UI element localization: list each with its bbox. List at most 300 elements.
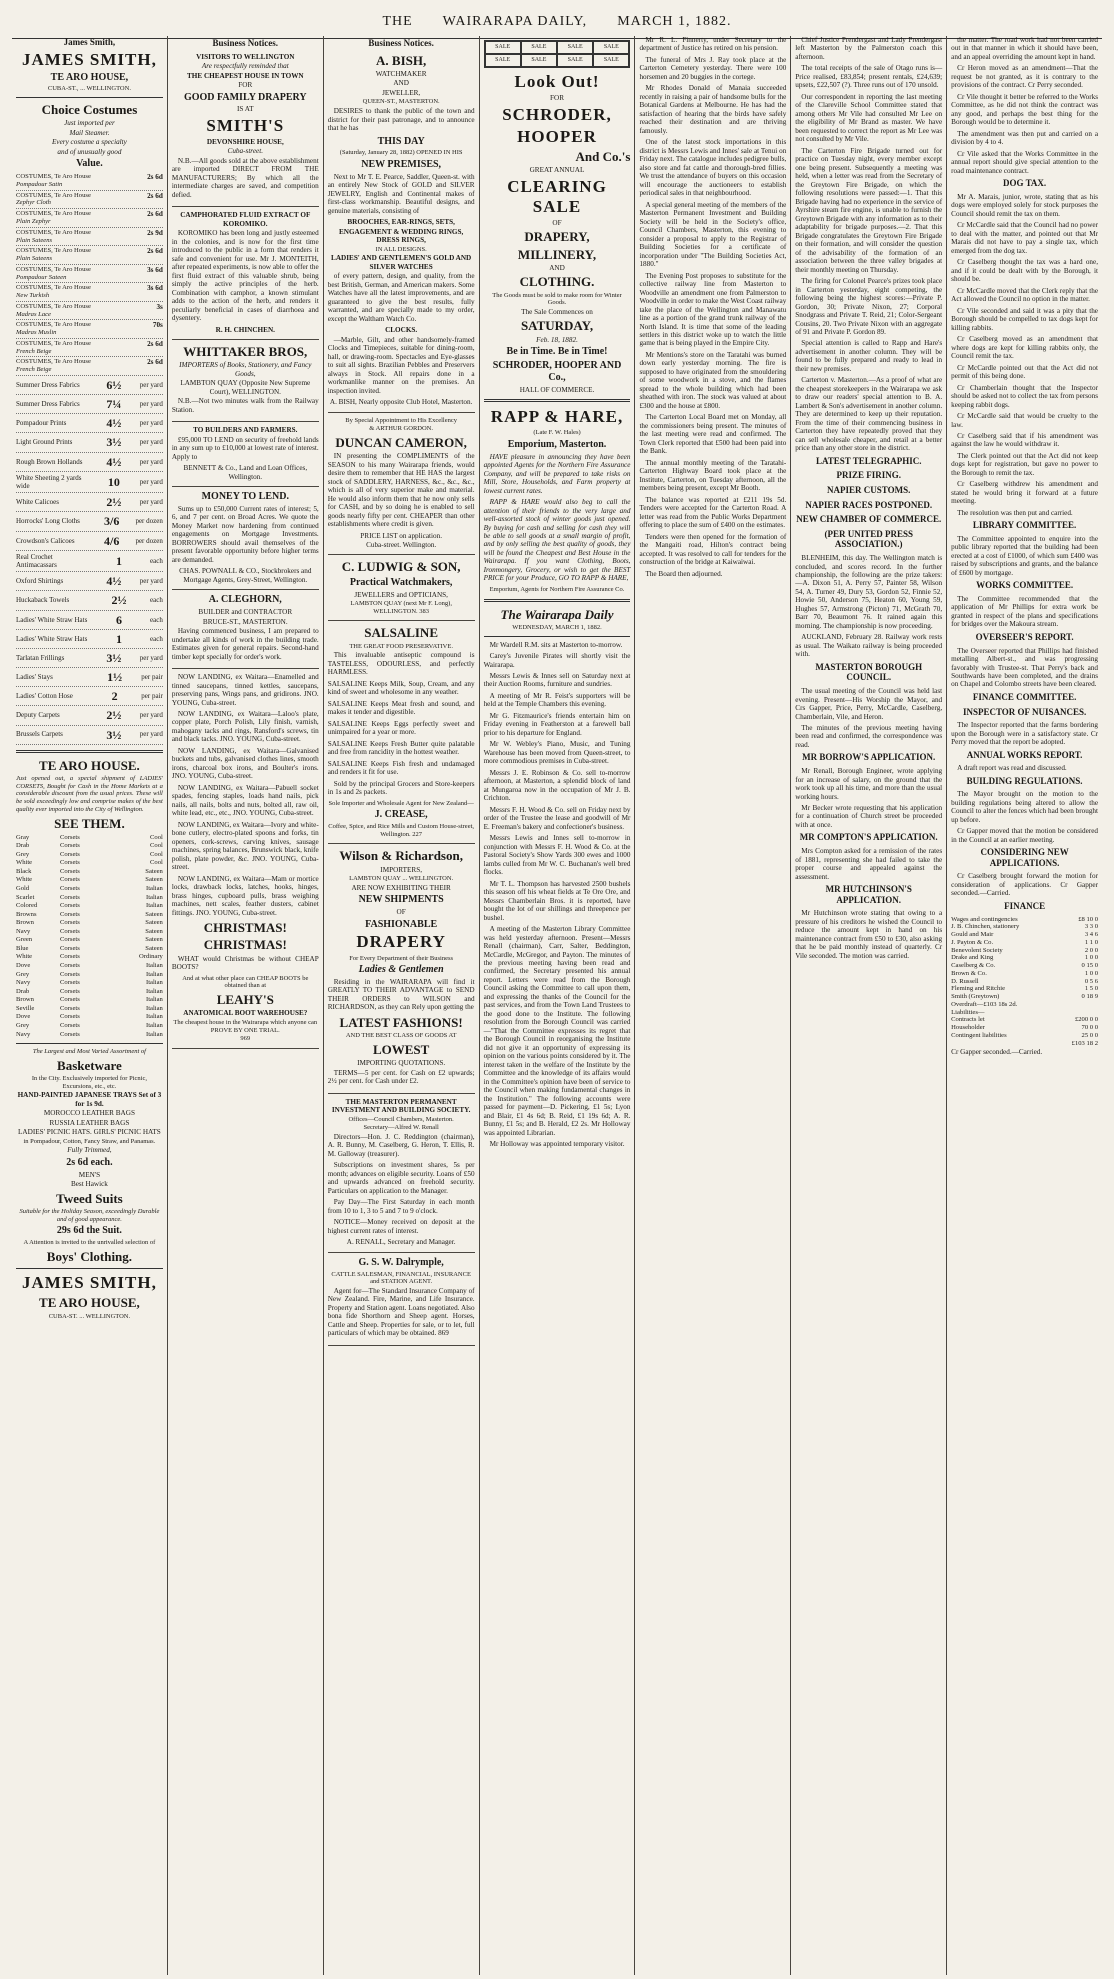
section-heading: LIBRARY COMMITTEE. [972, 520, 1077, 531]
ladies-watches: LADIES' AND GENTLEMEN'S GOLD AND SILVER WATCHES [331, 254, 472, 271]
price-item [16, 414, 163, 433]
te-aro-house: TE ARO HOUSE, [50, 71, 129, 83]
sale-box [484, 40, 631, 68]
price-item [16, 395, 163, 414]
corset-kind: Italian [146, 996, 163, 1004]
price-name: Brussels Carpets [16, 730, 63, 739]
corset-color: Colored [16, 902, 38, 910]
corset-color: White [16, 876, 33, 884]
premises-body: Next to Mr T. E. Pearce, Saddler, Queen-st. with an entirely New Stock of GOLD and SILVER JEWELRY, English and Continental makes of first-class workmanship. Beautiful designs, and genuine materials, consisting of [327, 172, 475, 215]
corset-row [16, 834, 163, 843]
costume-label: COSTUMES, Te Aro House [16, 228, 91, 236]
dalrymple: G. S. W. Dalrymple, [358, 1256, 444, 1268]
corset-type: Corsets [60, 1013, 80, 1021]
finance-row [951, 978, 1098, 986]
costume-name [16, 266, 91, 282]
price-unit: per yard [139, 477, 163, 486]
news-paragraph: Mr W. Webley's Piano, Music, and Tuning Warehouse has been moved from Queen-street, to more commodious premises in Cuba-street. [483, 740, 631, 766]
rapp-hare: RAPP & HARE, [490, 407, 624, 427]
section-heading: CONSIDERING NEW APPLICATIONS. [980, 847, 1069, 868]
rapp-body: HAVE pleasure in announcing they have been appointed Agents for the Northern Fire Assurance Company, and will be prepared to take risks on Mill, Store, Households, and Farm property at lowest current rates. [483, 452, 631, 495]
finance-value: 1 5 0 [1084, 985, 1099, 993]
special: By Special Appointment to His Excellency [345, 416, 458, 424]
costume-item [16, 191, 163, 210]
rings: ENGAGEMENT & WEDDING RINGS, DRESS RINGS, [338, 227, 464, 245]
rapp-sub: (Late F. W. Hales) [533, 429, 581, 437]
lend: £95,000 TO LEND on security of freehold lands in any sum up to £10,000 at lowest rate of interest. Apply to [171, 435, 319, 461]
tweed-desc: Suitable for the Holiday Season, exceedingly Durable and of good appearance. [19, 1208, 160, 1223]
price-item [16, 687, 163, 706]
cleghorn-ad [172, 594, 319, 669]
corset-color: Navy [16, 927, 31, 935]
be-in-time: Be in Time. Be in Time! [506, 346, 608, 358]
news-paragraph: A special general meeting of the members of the Masterton Permanent Investment and Building Society will be held in the Society's office, Council Chambers, Masterton, this evening to consider a proposal to apply to the Registrar of Building Societies for a certificate of incorporation under "The Building Societies Act, 1880." [639, 200, 787, 269]
corset-row [16, 902, 163, 911]
special2: & ARTHUR GORDON. [369, 425, 433, 433]
costume-label: COSTUMES, Te Aro House [16, 339, 91, 347]
corset-row [16, 953, 163, 962]
sale-label: SALE [557, 54, 593, 67]
costume-name [16, 229, 91, 245]
news-paragraph: Mr G. Fitzmaurice's friends entertain him on Friday evening in Featherston at a farewell ball prior to his departure for England. [483, 711, 631, 737]
corset-kind: Italian [146, 902, 163, 910]
costume-style: Plain Sateens [16, 255, 53, 263]
costume-name [16, 340, 91, 356]
watchmaker: WATCHMAKER [375, 69, 427, 78]
news-paragraph: Cr Caselberg withdrew his amendment and stated he would bring it forward at a future meeting. [951, 480, 1099, 506]
salsaline-use: SALSALINE Keeps Eggs perfectly sweet and unimpaired for a year or more. [327, 719, 475, 737]
watches-body: of every pattern, design, and quality, from the best British, German, and American makers. Some Watches have all the latest improvements, and are guaranteed to give the best results, fully warranted, and are specially made to my order, except the Waltham Watch Co. [327, 272, 475, 323]
costume-style: Plain Zephyr [16, 218, 51, 225]
finance-label: J. Payton & Co. [951, 938, 994, 946]
section-heading: MR COMPTON'S APPLICATION. [799, 832, 938, 843]
finance-label: Benevolent Society [951, 946, 1003, 954]
section-heading: DOG TAX. [1003, 178, 1047, 189]
costume-name [16, 303, 91, 319]
news-paragraph: The annual monthly meeting of the Taratahi-Carterton Highway Board took place at the Institute, Carterton, on Tuesday afternoon, all the members being present, except Mr Booth. [639, 458, 787, 493]
finance-value: 1 0 0 [1084, 954, 1099, 962]
residing: Residing in the WAIRARAPA will find it GREATLY TO THEIR ADVANTAGE to SEND THEIR ORDERS to WILSON and RICHARDSON, as they can Rely upon getting the [327, 977, 475, 1012]
salsaline: SALSALINE [364, 625, 438, 641]
costume-name [16, 358, 91, 374]
sale-label: SALE [521, 41, 557, 54]
price-value: 6 [116, 612, 123, 627]
for-label: FOR [550, 94, 564, 103]
price-unit: per dozen [135, 517, 163, 526]
price-value: 4½ [106, 574, 122, 589]
costume-item [16, 265, 163, 284]
news-paragraph: the matter. The road work had not been carried out in that manner in which it should have been, and an appeal overriding the amount kept in hand. [951, 36, 1099, 61]
costume-price: 2s 6d [147, 247, 163, 256]
corset-kind: Italian [146, 1013, 163, 1021]
corset-row [16, 1022, 163, 1031]
price-name: Summer Dress Fabrics [16, 400, 80, 409]
column-7 [946, 36, 1102, 1975]
corset-type: Corsets [60, 953, 80, 961]
news-paragraph: Mr Rhodes Donald of Manaia succeeded recently in raising a pair of handsome bulls for the Botanical Gardens at Melbourne. He has had the satisfaction of hearing that the birds have safely reached their destination and are thriving famously. [639, 84, 787, 135]
ludwig-ad [328, 559, 475, 621]
lowest: LOWEST [372, 1041, 430, 1057]
corset-color: Green [16, 936, 33, 944]
anatomical: ANATOMICAL BOOT WAREHOUSE? [183, 1009, 308, 1018]
news-paragraph: Mr R. L. Finnerty, under Secretary to the department of Justice has retired on his pension. [639, 36, 787, 53]
costume-label: COSTUMES, Te Aro House [16, 191, 91, 199]
corset-color: Navy [16, 1030, 31, 1038]
costume-price: 3s 6d [147, 265, 163, 274]
news-paragraph: Carey's Juvenile Pirates will shortly visit the Wairarapa. [483, 652, 631, 669]
whittaker-ad [172, 344, 319, 422]
christmas-2: CHRISTMAS! [203, 937, 287, 953]
section-heading: NAPIER RACES POSTPONED. [805, 499, 933, 510]
renall: A. RENALL, Secretary and Manager. [346, 1238, 456, 1247]
price-unit: per yard [139, 380, 163, 389]
corset-type: Corsets [60, 884, 80, 892]
and-co: And Co.'s [575, 148, 631, 164]
bish-sig: A. BISH, Nearly opposite Club Hotel, Masterton. [329, 398, 473, 407]
finance-row [951, 1009, 1098, 1017]
cleghorn-sub: BUILDER and CONTRACTOR [198, 608, 293, 617]
price-item [16, 649, 163, 668]
news-paragraph: Mr Wardell R.M. sits at Masterton to-morrow. [489, 640, 623, 649]
finance-row [951, 1001, 1098, 1009]
nb: N.B.—All goods sold at the above establishment are imported DIRECT FROM THE MANUFACTURERS; By which all the intermediate charges are saved, and competition defied. [171, 156, 319, 199]
look-out: Look Out! [514, 72, 600, 92]
news-paragraph: Mr Becker wrote requesting that his application for a continuation of Church street be proceeded with at once. [795, 804, 943, 829]
news-paragraph: Cr Chamberlain thought that the Inspector should be asked not to collect the tax from persons keeping rabbit dogs. [951, 383, 1099, 409]
news-paragraph: The Committee appointed to enquire into the public library reported that the building had been erected at a cost of £1000, of which sum £400 was raised by subscriptions and grants, and the balance of £600 by mortgage. [951, 534, 1099, 577]
news-paragraph: The Clerk pointed out that the Act did not keep dogs kept for registration, but gave no power to the Borough to remit the tax. [951, 451, 1099, 477]
builders-ad [172, 426, 319, 487]
corset-color: Seville [16, 1004, 35, 1012]
rapp-sig: Emporium, Agents for Northern Fire Assurance Co. [489, 585, 625, 593]
section-heading: (PER UNITED PRESS ASSOCIATION.) [824, 528, 913, 550]
great-annual: GREAT ANNUAL [529, 166, 585, 175]
cameron-ad [328, 417, 475, 556]
costume-style: Madras Muslin [16, 329, 57, 337]
costume-item [16, 302, 163, 321]
this-day: THIS DAY [377, 135, 425, 147]
price-unit: per yard [139, 653, 163, 662]
corset-color: Grey [16, 1021, 30, 1029]
dalrymple-ad [328, 1257, 475, 1346]
and: AND [393, 79, 409, 88]
corset-kind: Italian [146, 979, 163, 987]
section-heading: PRIZE FIRING. [836, 470, 901, 481]
corset-type: Corsets [60, 867, 80, 875]
corset-color: Drab [16, 842, 30, 850]
price-item [16, 472, 163, 494]
corset-type: Corsets [60, 927, 80, 935]
corset-kind: Sateen [145, 944, 163, 952]
news-list [484, 641, 631, 1149]
costume-style: Pompadour Satin [16, 180, 63, 188]
drapery-wilson: DRAPERY [356, 932, 446, 952]
price-unit: each [150, 615, 163, 624]
latest-fashions: LATEST FASHIONS! [339, 1014, 463, 1030]
finance-value: 70 0 0 [1081, 1024, 1099, 1032]
section-heading: MR HUTCHINSON'S APPLICATION. [825, 884, 912, 905]
dalrymple-body: Agent for—The Standard Insurance Company of New Zealand. Fire, Marine, and Life Insurance. Property and Station agent. Loans negotiated. Also bona fide Shorthorn and Sheep agent. Horses, Cattle and Sheep. Properties for sale, or to let, full particulars of which may be obtained. 869 [327, 1286, 475, 1338]
goods-note: The Goods must be sold to make room for Winter Goods. [492, 291, 622, 307]
nb2: N.B.—Not two minutes walk from the Railway Station. [171, 397, 319, 414]
news-paragraph: The balance was reported at £211 19s 5d. Tenders were accepted for the Carterton Road. A letter was read from the Public Works Department offering to place the sum of £400 on the estimates. [639, 495, 787, 530]
sub3: Every costume a specialty [52, 138, 127, 147]
news-paragraph: The Evening Post proposes to substitute for the collective railway line from Masterton to Woodville an amendment one from Palmerston to Woodville in order to make the West Coast railway take the place of the Wellington and Manawatu line as a portion of the grand trunk railway of the North Island. It is time that some of the leading settlers in this district woke up to watch the little game that is being played in the Empire City. [639, 271, 787, 348]
ludwig-sub: Practical Watchmakers, [349, 576, 453, 588]
corset-row [16, 919, 163, 928]
corset-row [16, 868, 163, 877]
leahy-body: The cheapest house in the Wairarapa which anyone can PROVE BY ONE TRIAL. [173, 1018, 318, 1034]
price-unit: each [150, 596, 163, 605]
now-landing-notice: NOW LANDING, ex Waitara—Laloo's plate, copper plate, Porch Polish, Lily finish, varnish, mahogany tacks and rings, Ransford's screws, tin and black tacks. JNO. YOUNG, Cuba-street. [171, 709, 319, 744]
see-them: SEE THEM. [54, 816, 125, 832]
price-item [16, 376, 163, 395]
sale-label: SALE [521, 54, 557, 67]
price-name: Ladies' White Straw Hats [16, 615, 88, 624]
corset-type: Corsets [60, 850, 80, 858]
hooper: HOOPER [517, 126, 597, 146]
costume-style: Pompadour Sateen [16, 273, 67, 281]
finance-value: 1 1 0 [1084, 938, 1099, 946]
corset-kind: Italian [146, 1021, 163, 1029]
te-aro-house-footer: TE ARO HOUSE, [39, 1295, 140, 1311]
costume-price: 2s 6d [147, 358, 163, 367]
finance-row [951, 985, 1098, 993]
builders: TO BUILDERS AND FARMERS. [193, 426, 298, 435]
section-heading: NEW CHAMBER OF COMMERCE. [796, 514, 942, 525]
corset-list [16, 834, 163, 1040]
millinery: MILLINERY, [517, 246, 597, 262]
news-paragraph: Cr McCardle said that would be cruelty to the law. [951, 412, 1099, 429]
wilson-addr: LAMBTON QUAY ... WELLINGTON. [349, 875, 454, 883]
commence: The Sale Commences on [521, 307, 593, 316]
ludwig: C. LUDWIG & SON, [341, 559, 461, 575]
section-heading: MR BORROW'S APPLICATION. [802, 752, 936, 763]
rapp-body-2: RAPP & HARE would also beg to call the attention of their friends to the very large and well-assorted stock of winter goods just opened. By buying for cash and selling for cash they will be able to sell goods at a small margin of profit, and by only selling the best quality of goods, they will be found the Cheapest and Best House in the Wairarapa. If you want Clothing, Boots, Ironmongery, Grocery, or wish to get the BEST PRICE for your Produce, GO TO RAPP & HARE, [483, 498, 631, 583]
finance-value: 0 5 6 [1084, 977, 1099, 985]
money: MONEY TO LEND. [201, 491, 289, 503]
brooches: BROOCHES, EAR-RINGS, SETS, [347, 218, 455, 227]
costume-item [16, 320, 163, 339]
price-unit: per yard [139, 730, 163, 739]
price-unit: per pair [141, 692, 163, 701]
column-2 [167, 36, 323, 1975]
section-heading: MASTERTON BOROUGH COUNCIL. [815, 661, 923, 683]
corset-kind: Ordinary [139, 953, 163, 961]
price-unit: each [150, 634, 163, 643]
sale-label: SALE [557, 41, 593, 54]
costume-label: COSTUMES, Te Aro House [16, 210, 91, 218]
russia: RUSSIA LEATHER BAGS [49, 1118, 130, 1127]
finance-value: 3 3 0 [1084, 923, 1099, 931]
attention: A Attention is invited to the unrivalled selection of [23, 1239, 156, 1247]
news-paragraph: Cr Vile thought it better be referred to the Works Committee, as he did not think the contract was any good, and perhaps the best thing for the Borough would be to determine it. [951, 92, 1099, 127]
news-paragraph: BLENHEIM, this day. The Wellington match is concluded, and scores record. In the further championship, the following are the prize takers:—A. Dixon 51, A. Perry 57, Painter 58, Wilson 54, A. Turner 49, Dury 53, Gordon 52, Finnie 52, Howie 50, Anderson 75, Heaton 60, Young 59, Hughes 57, Armstrong (Picton) 71, McGrath 70, Barr 70, Beaumont 76. It rained again this morning. The championship is now proceeding. [795, 554, 943, 630]
hand-painted: HAND-PAINTED JAPANESE TRAYS Set of 3 for 1s 9d. [17, 1091, 162, 1108]
opened: (Saturday, January 28, 1882) OPENED IN HIS [339, 149, 463, 157]
corset-type: Corsets [60, 987, 80, 995]
terms: TERMS—5 per cent. for Cash on £2 upwards; 2½ per cent. for Cash under £2. [327, 1068, 475, 1086]
costume-price: 2s 6d [147, 173, 163, 182]
wilson-sub: IMPORTERS, [380, 865, 422, 874]
ludwig-sub2: JEWELLERS and OPTICIANS, [354, 590, 448, 599]
costume-item [16, 228, 163, 247]
finance-heading: FINANCE [1004, 900, 1046, 911]
corset-color: Navy [16, 979, 31, 987]
corset-kind: Cool [150, 859, 163, 867]
price-value: 4½ [106, 454, 122, 469]
price-item [16, 668, 163, 687]
price-list [16, 376, 163, 745]
price-value: 3½ [106, 650, 122, 665]
masthead-date: MARCH 1, 1882. [617, 14, 732, 29]
price-value: 10 [107, 474, 120, 489]
price-value: 3/6 [104, 514, 120, 529]
price-item [16, 591, 163, 610]
cleghorn: A. CLEGHORN, [208, 594, 282, 606]
camphorated: CAMPHORATED FLUID EXTRACT OF KOROMIKO. [180, 211, 311, 228]
whittaker: WHITTAKER BROS, [183, 344, 308, 360]
corset-row [16, 1031, 163, 1040]
news-paragraph: Mrs Compton asked for a remission of the rates of 1881, representing she had failed to take the proper course and appealed against the assessment. [795, 847, 943, 881]
finance-value: £8 10 0 [1078, 915, 1099, 923]
chas: CHAS. POWNALL & CO., Stockbrokers and Mortgage Agents, Grey-Street, Wellington. [179, 567, 312, 584]
duncan-list: PRICE LIST on application. [360, 531, 443, 540]
corset-row [16, 859, 163, 868]
corset-row [16, 936, 163, 945]
sale-label: SALE [593, 54, 629, 67]
devonshire: DEVONSHIRE HOUSE, [206, 137, 284, 146]
finance-label: Smith (Greytown) [951, 993, 1000, 1001]
finance-total-row [951, 1040, 1098, 1048]
price-name: Tarlatan Frillings [16, 653, 65, 662]
costume-price: 2s 6d [147, 210, 163, 219]
corset-type: Corsets [60, 962, 80, 970]
basketware: Basketware [57, 1057, 122, 1073]
price-unit: per yard [139, 457, 163, 466]
masterton-perm: THE MASTERTON PERMANENT INVESTMENT AND BUILDING SOCIETY. [331, 1097, 471, 1115]
costume-label: COSTUMES, Te Aro House [16, 321, 91, 329]
new-premises: NEW PREMISES, [361, 158, 442, 170]
sub4: and of unusually good [57, 147, 122, 156]
news-paragraph: The Committee recommended that the application of Mr Phillips for extra work be granted in respect of the plans and specifications for bridges over the Makoura stream. [951, 594, 1099, 629]
news-paragraph: Special attention is called to Rapp and Hare's advertisement in another column. They will be found to be fully prepared and ready to lead in their new premises. [795, 339, 943, 373]
price-unit: per yard [139, 498, 163, 507]
secretary: Secretary—Alfred W. Renall [363, 1124, 439, 1132]
subscriptions: Subscriptions on investment shares, 5s per month; advances on eligible security. Loans of £50 and upwards advanced on freehold security. Particulars on application to the Manager. [327, 1161, 475, 1195]
price-item [16, 551, 163, 573]
corset-kind: Sateen [145, 919, 163, 927]
corset-kind: Italian [146, 970, 163, 978]
finance-row [951, 923, 1098, 931]
emporium: Emporium, Masterton. [507, 438, 607, 450]
koromiko-body: KOROMIKO has been long and justly esteemed in the colonies, and is now for the first time introduced to the public in a form that renders it safe and convenient for use. Mr J. MONTEITH, after repeated experiments, is now able to offer the first fluid extract of this valuable shrub, being simply the active principles of the herb. Combination with camphor, a known stimulant adds to the action of the herb, and renders it peculiarly beneficial in cases of diarrhoea and dysentery. [171, 229, 319, 323]
finance-value: £200 0 0 [1074, 1016, 1099, 1024]
of: OF [396, 908, 406, 917]
costume-name [16, 210, 91, 226]
price-name: Huckaback Towels [16, 596, 70, 605]
section-heading: FINANCE COMMITTEE. [972, 691, 1077, 702]
price-name: Oxford Shirtings [16, 577, 64, 586]
finance-row [951, 1024, 1098, 1032]
finance-row [951, 1016, 1098, 1024]
col5-news [639, 36, 786, 578]
and-label: AND [549, 263, 565, 272]
finance-row [951, 916, 1098, 924]
corset-row [16, 876, 163, 885]
jeweller: JEWELLER, [382, 88, 421, 97]
news-paragraph: The resolution was then put and carried. [957, 508, 1073, 517]
section-heading: OVERSEER'S REPORT. [975, 631, 1074, 642]
corset-row [16, 1013, 163, 1022]
news-paragraph: A meeting of Mr R. Feist's supporters will be held at the Temple Chambers this evening. [483, 691, 631, 709]
finance-row [951, 993, 1098, 1001]
finance-value: 0 18 9 [1081, 993, 1099, 1001]
corset-type: Corsets [60, 876, 80, 884]
smiths-ad [172, 53, 319, 208]
salsaline-use: SALSALINE Keeps Milk, Soup, Cream, and any kind of sweet and wholesome in any weather. [327, 679, 475, 697]
price-unit: per yard [139, 577, 163, 586]
corset-color: Dove [16, 1013, 31, 1021]
finance-list [951, 916, 1098, 1040]
price-item [16, 433, 163, 452]
col1-top: James Smith, [63, 37, 116, 47]
permanent-society-ad [328, 1098, 475, 1253]
finance-label: Brown & Co. [951, 969, 987, 977]
corset-color: Scarlet [16, 893, 35, 901]
costume-style: French Beige [16, 366, 52, 374]
corset-kind: Cool [150, 850, 163, 858]
corset-type: Corsets [60, 936, 80, 944]
desires: DESIRES to thank the public of the town and district for their past patronage, and to announce that he has [327, 107, 475, 133]
corset-row [16, 894, 163, 903]
hat-price: 2s 6d each. [66, 1156, 113, 1168]
bish-ad [328, 53, 475, 413]
news-paragraph: The funeral of Mrs J. Ray took place at the Carterton Cemetery yesterday. There were 100 horsemen and 20 buggies in the cortege. [639, 55, 787, 81]
koromiko-ad [172, 211, 319, 340]
finance-label: Contracts let [951, 1016, 985, 1024]
news-paragraph: Messrs Lewis and Innes sell to-morrow in conjunction with Messrs F. H. Wood & Co. at the Pastoral Society's Show Yards 300 ewes and 1000 lambs culled from Mr W. C. Buchanan's well bred flocks. [483, 834, 631, 877]
james-smith-footer: JAMES SMITH, [22, 1273, 157, 1293]
corset-type: Corsets [60, 902, 80, 910]
costume-style: Zephyr Cloth [16, 199, 51, 207]
corset-kind: Italian [146, 884, 163, 892]
news-paragraph: Cr Vile seconded and said it was a pity that the Borough should be compelled to tax dogs kept for killing rabbits. [951, 306, 1099, 332]
now-landing-notice: NOW LANDING, ex Waitara—Ivory and white-bone cutlery, electro-plated spoons and forks, tin openers, cork-screws, carving knives, sausage machines, spring balances, Brunswick black, knife polish, plate powder, &c. JNO. YOUNG, Cuba-street. [171, 820, 319, 872]
price-name: Real Crochet Antimacassars [16, 552, 57, 570]
corset-kind: Sateen [145, 927, 163, 935]
price-item [16, 572, 163, 591]
news-paragraph: Mr T. L. Thompson has harvested 2500 bushels this season off his wheat fields at Te Ore Ore, and Messrs Chamberlain Bros. it is reported, have bought the lot of our shillings and threepence per bushel. [483, 879, 631, 922]
news-paragraph: Cr Caselberg thought the tax was a hard one, and if it could be dealt with by the Borough, it should be. [951, 258, 1099, 284]
clocks-body: —Marble, Gilt, and other handsomely-framed Clocks and Timepieces, suitable for dining-room, hall, or drawing-room. Spectacles and Eye-glasses to suit all sights. Brazilian Pebbles and Preservers always in Stock. All repairs done in a workmanlike manner on the premises. An inspection invited. [327, 335, 475, 395]
costume-price: 3s [156, 302, 163, 311]
price-value: 4½ [106, 416, 122, 431]
costume-item [16, 283, 163, 302]
basket-intro: The Largest and Most Varied Assortment of [32, 1048, 146, 1056]
corset-kind: Italian [146, 962, 163, 970]
news-paragraph: Mr Renall, Borough Engineer, wrote applying for an increase of salary, on the ground that the work took up all his time, and more than the usual working hours. [795, 767, 943, 801]
shipments: NEW SHIPMENTS [358, 894, 444, 906]
costume-item [16, 246, 163, 265]
news-paragraph: A meeting of the Masterton Library Committee was held yesterday afternoon. Present—Messrs Renall (chairman), Carr, Salter, Beddington, McCardle, McGregor, and Payton. The minutes of the previous meeting having been read and confirmed, the Secretary presented his annual report. Letters were read from the Borough Council asking the Committee to call upon them, and expressing the thanks of the Council for the past services, and from the Town Land Trustees to the good done to the Institute. The following resolution from the Borough Council was carried—"That the Committee expresses its regret that the Borough Council in reorganising the Institute did not give it an opportunity of expressing its opinion on the various points considered by it. The interest taken in the welfare of the Institute by the Committee and the knowledge of its affairs would in the Committee's opinion have been of service to the Council when making fundamental changes in the Institution." The following accounts were passed for payment—D. Pickering, £1 5s; Lyon and Blair, £1 4s 6d; B. Reid, £1 19s 6d; A. R. Bunny, £1 5s; and B. Herald, £2 2s. Mr Holloway was appointed Librarian. [483, 925, 631, 1137]
news-paragraph: The minutes of the previous meeting having been read and confirmed, the correspondence was read. [795, 724, 943, 749]
mens: MEN'S [78, 1170, 101, 1179]
price-item [16, 493, 163, 512]
paper-title: The Wairarapa Daily [500, 606, 614, 622]
finance-row [951, 947, 1098, 955]
corset-type: Corsets [60, 944, 80, 952]
